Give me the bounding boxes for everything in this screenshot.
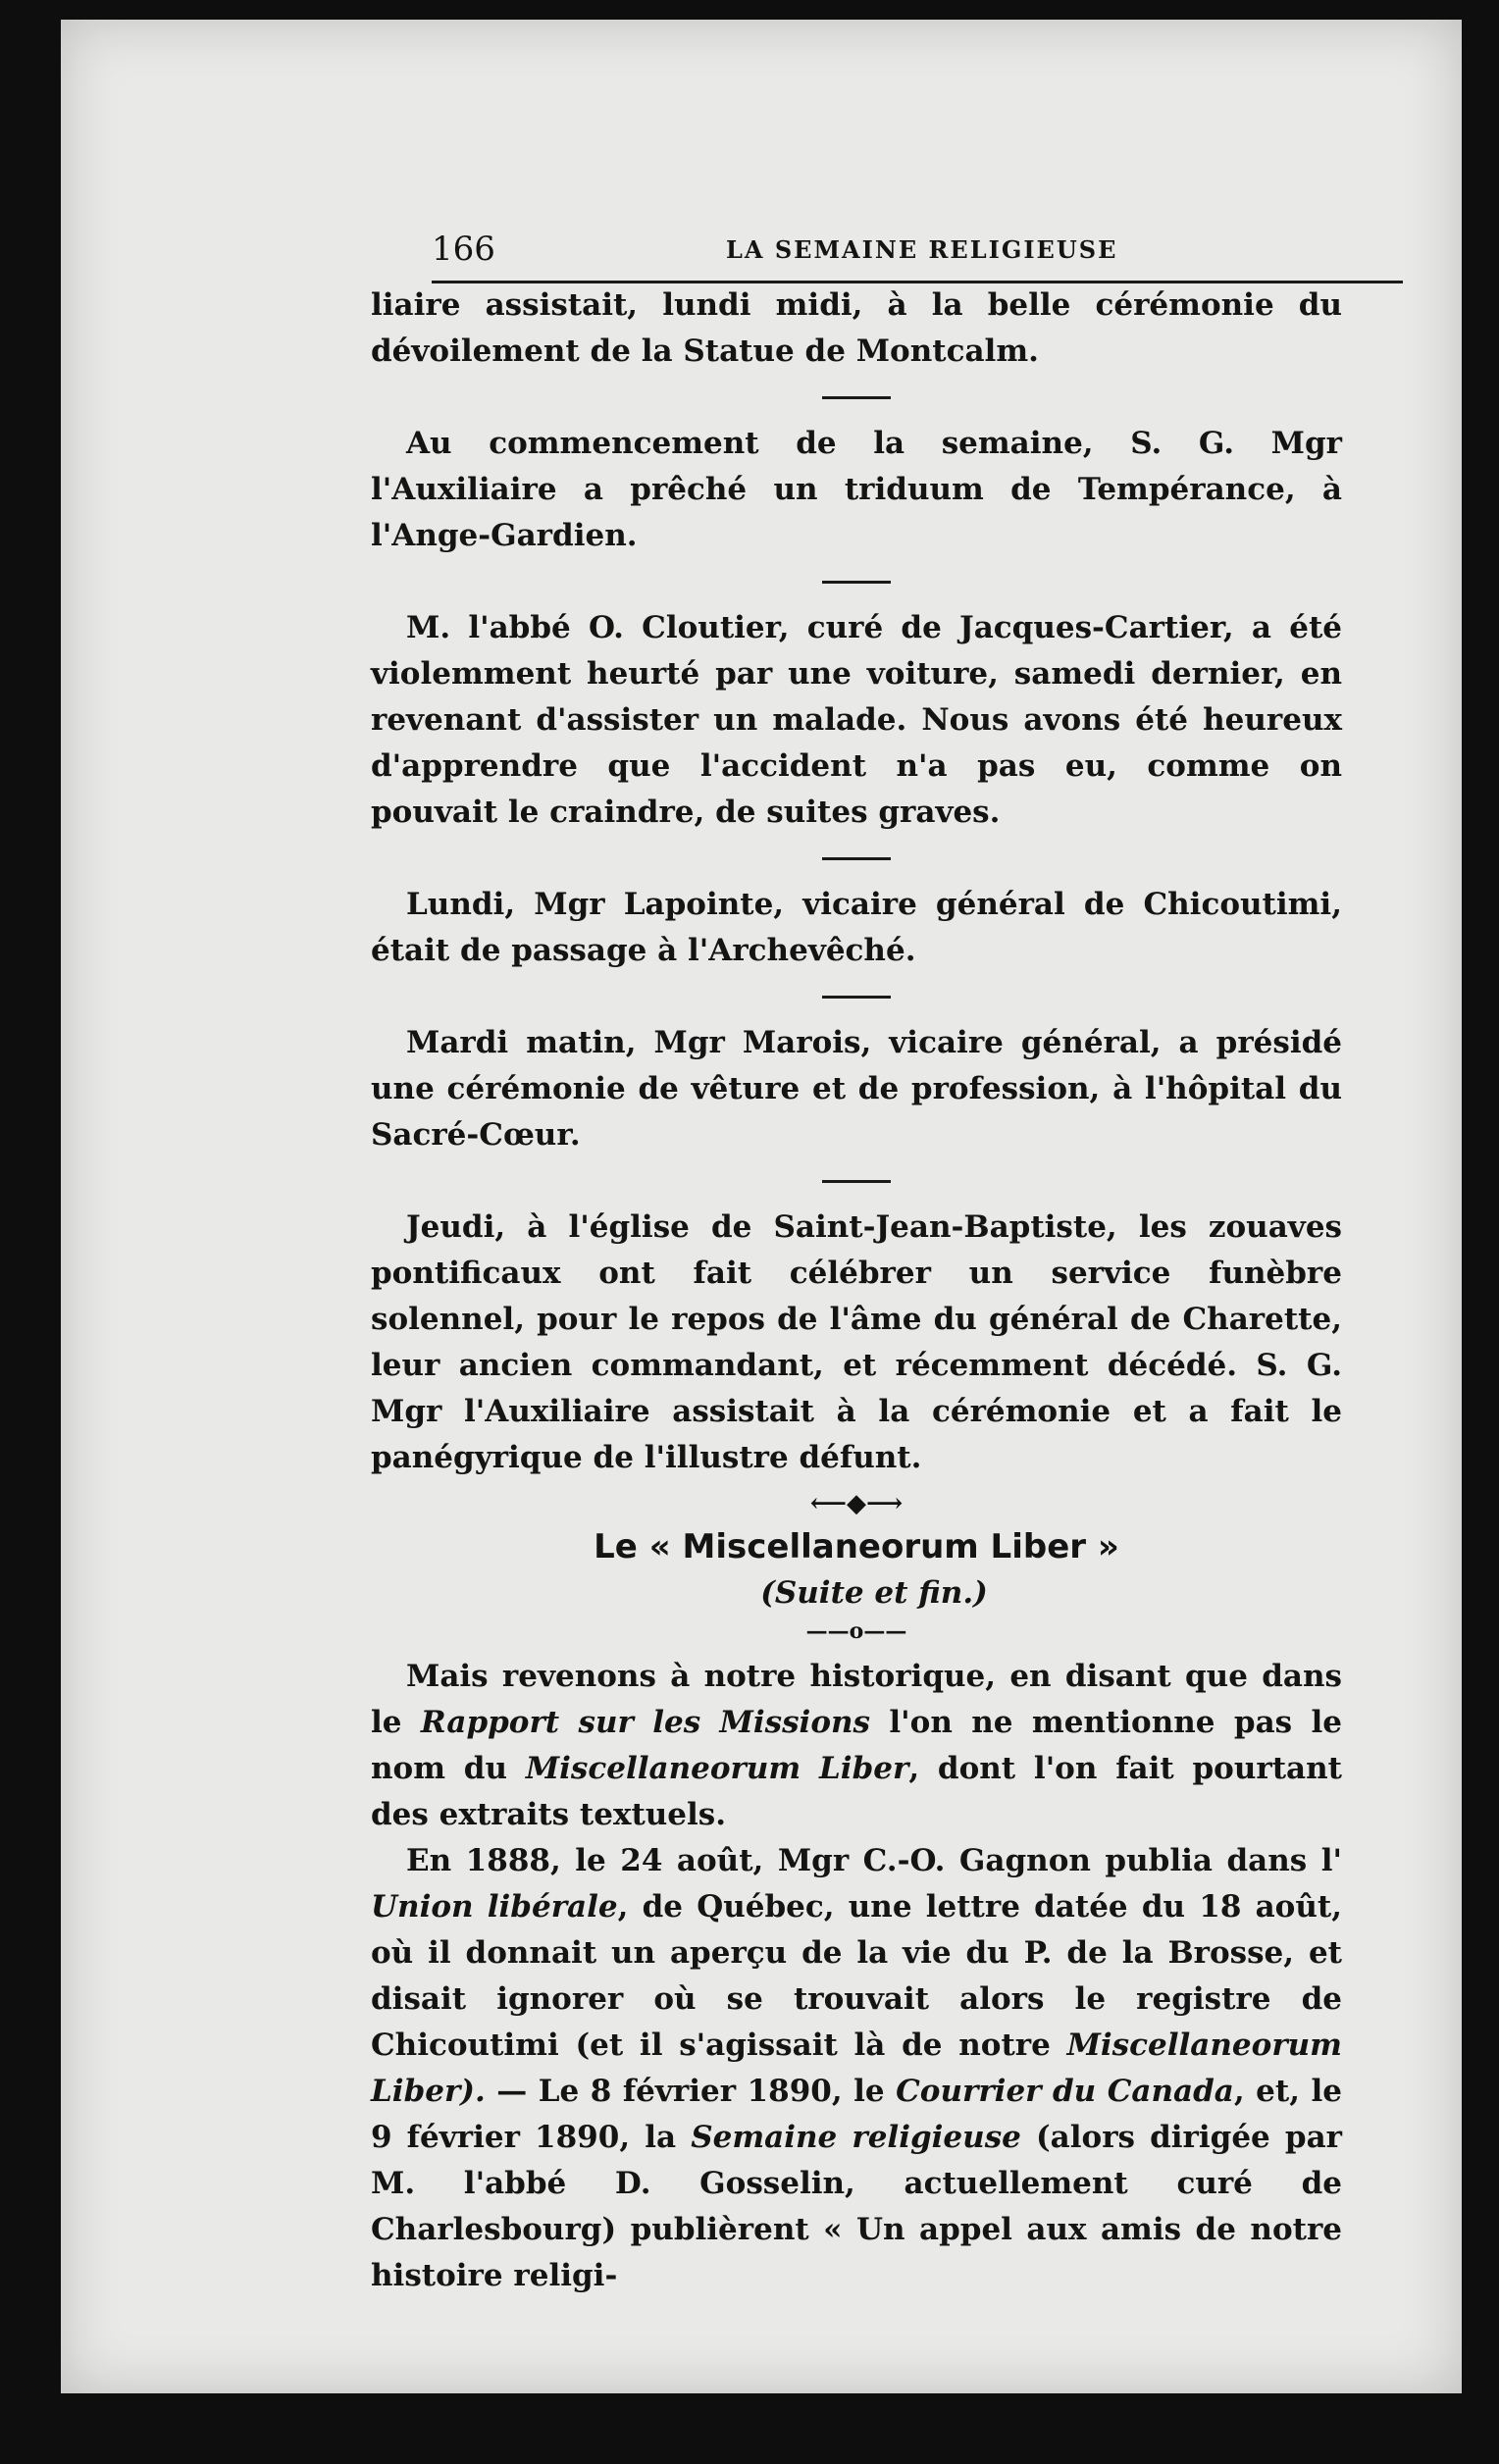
- paragraph-marois: Mardi matin, Mgr Marois, vicaire général, a présidé une cérémonie de vêture et de profession, à l'hôpital du Sacré-Cœur.: [371, 1025, 1342, 1153]
- page-header: [432, 222, 1403, 283]
- section-subtitle: (Suite et fin.): [760, 1575, 988, 1611]
- paragraph-triduum: Au commencement de la semaine, S. G. Mgr l'Auxiliaire a prêché un triduum de Tempérance, à l'Ange-Gardien.: [371, 426, 1342, 553]
- separator-rule: [822, 581, 891, 584]
- running-head: LA SEMAINE RELIGIEUSE: [726, 235, 1118, 264]
- paragraph-historique: Mais revenons à notre historique, en disant que dans le Rapport sur les Missions l'on ne mentionne pas le nom du Miscellaneorum Liber, dont l'on fait pourtant des extraits textuels.: [371, 1659, 1342, 1832]
- separator-rule: [822, 996, 891, 999]
- paragraph-continuation: liaire assistait, lundi midi, à la belle cérémonie du dévoilement de la Statue de Montcalm.: [371, 287, 1342, 369]
- paragraph-1888: En 1888, le 24 août, Mgr C.-O. Gagnon publia dans l' Union libérale, de Québec, une lettre datée du 18 août, où il donnait un aperçu de la vie du P. de la Brosse, et disait ignorer où se trouvait alors le registre de Chicoutimi (et il s'agissait là de notre Miscellaneorum Liber). — Le 8 février 1890, le Courrier du Canada, et, le 9 février 1890, la Semaine religieuse (alors dirigée par M. l'abbé D. Gosselin, actuellement curé de Charlesbourg) publièrent « Un appel aux amis de notre histoire religi-: [371, 1843, 1343, 2293]
- page-number: 166: [432, 230, 495, 269]
- separator-rule: [822, 1180, 891, 1183]
- page-text: [371, 282, 1342, 2299]
- separator-rule: [822, 857, 891, 860]
- section-title: Le « Miscellaneorum Liber »: [594, 1527, 1119, 1566]
- paragraph-cloutier: M. l'abbé O. Cloutier, curé de Jacques-Cartier, a été violemment heurté par une voiture, samedi dernier, en revenant d'assister un malade. Nous avons été heureux d'apprendre que l'accident n'a pas eu, comme on pouvait le craindre, de suites graves.: [371, 610, 1342, 830]
- small-separator: ——o——: [805, 1618, 907, 1644]
- paragraph-lapointe: Lundi, Mgr Lapointe, vicaire général de Chicoutimi, était de passage à l'Archevêché.: [371, 887, 1342, 968]
- paragraph-charette: Jeudi, à l'église de Saint-Jean-Baptiste, les zouaves pontificaux ont fait célébrer un service funèbre solennel, pour le repos de l'âme du général de Charette, leur ancien commandant, et récemment décédé. S. G. Mgr l'Auxiliaire assistait à la cérémonie et a fait le panégyrique de l'illustre défunt.: [371, 1209, 1342, 1475]
- separator-rule: [822, 396, 891, 399]
- ornament-divider: ⟵◆⟶: [809, 1489, 904, 1518]
